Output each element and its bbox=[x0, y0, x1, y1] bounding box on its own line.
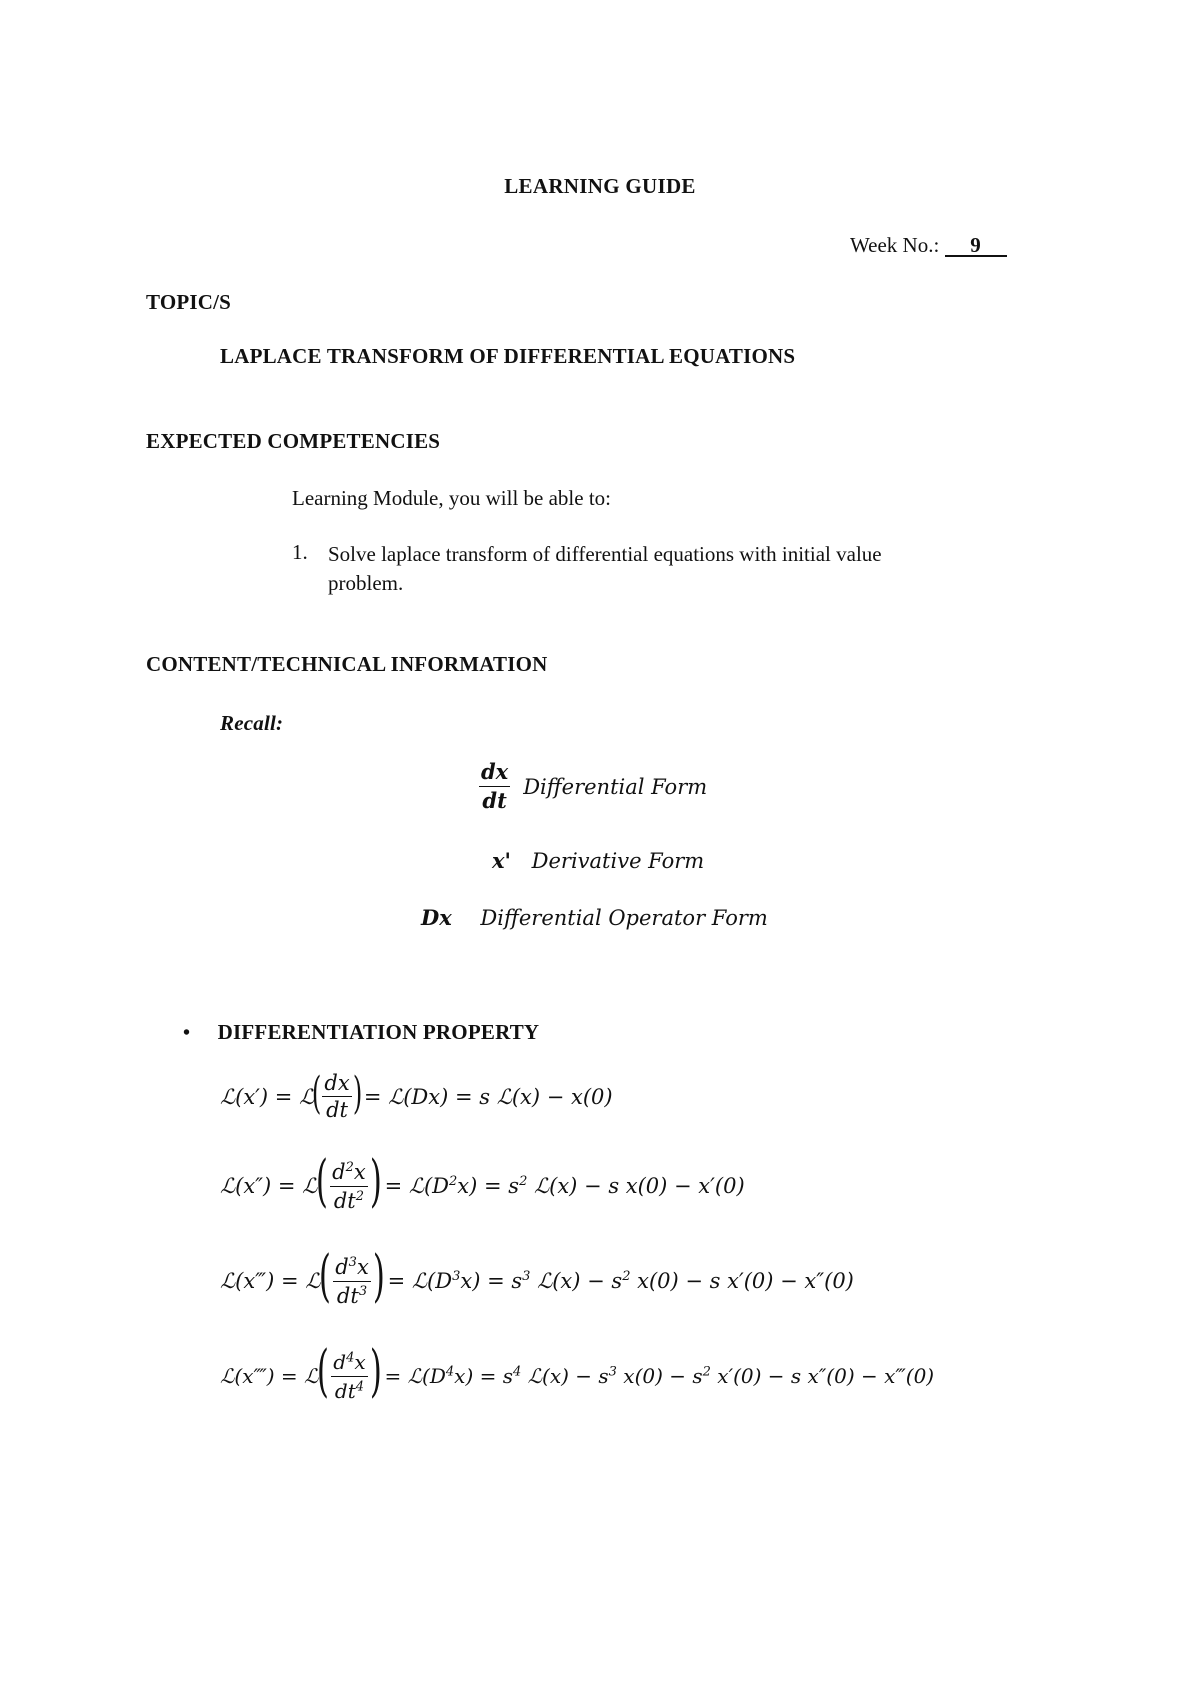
eq2-denominator: $dt^2$ bbox=[333, 1188, 365, 1213]
differential-form-label: Differential Form bbox=[523, 774, 708, 799]
competencies-intro: Learning Module, you will be able to: bbox=[292, 486, 612, 510]
fraction-numerator: dx bbox=[479, 760, 510, 787]
competency-number: 1. bbox=[292, 540, 308, 564]
operator-symbol: Dx bbox=[421, 905, 452, 930]
left-paren: ( bbox=[319, 1244, 332, 1309]
operator-form-label: Differential Operator Form bbox=[480, 906, 768, 930]
week-label: Week No.: bbox=[850, 233, 940, 257]
differential-form bbox=[476, 760, 707, 813]
eq4-fraction bbox=[331, 1350, 367, 1403]
right-paren: ) bbox=[369, 1149, 382, 1214]
eq4-rhs: = $ℒ(D^4x) = s^4$ ℒ(x) − $s^3$ $x(0) - s^2$ x′(0) − s x″(0) − x‴(0) bbox=[384, 1364, 935, 1388]
eq3-lhs: ℒ(x‴) = ℒ bbox=[220, 1269, 321, 1293]
left-paren: ( bbox=[317, 1339, 330, 1404]
equation-first-derivative bbox=[220, 1067, 613, 1122]
topics-heading: TOPIC/S bbox=[146, 290, 232, 314]
bullet-icon: • bbox=[183, 1022, 191, 1044]
left-paren: ( bbox=[312, 1067, 322, 1119]
competency-line-1: Solve laplace transform of differential equations with initial value bbox=[328, 542, 882, 566]
content-heading: CONTENT/TECHNICAL INFORMATION bbox=[146, 652, 548, 676]
week-value: 9 bbox=[945, 235, 1007, 257]
property-heading-row bbox=[183, 1020, 539, 1045]
equation-fourth-derivative bbox=[220, 1339, 935, 1404]
eq2-rhs: = $ℒ(D^2x) = s^2$ ℒ(x) − s x(0) − x′(0) bbox=[384, 1174, 745, 1198]
eq1-denominator: dt bbox=[326, 1098, 348, 1122]
eq3-denominator: $dt^3$ bbox=[336, 1283, 368, 1308]
eq4-lhs: ℒ(x⁗) = ℒ bbox=[220, 1364, 319, 1388]
eq2-fraction bbox=[330, 1160, 368, 1213]
topic-item: LAPLACE TRANSFORM OF DIFFERENTIAL EQUATIONS bbox=[220, 344, 796, 368]
derivative-form-label: Derivative Form bbox=[531, 849, 705, 873]
eq3-fraction bbox=[333, 1255, 371, 1308]
week-number bbox=[850, 233, 1007, 258]
right-paren: ) bbox=[372, 1244, 385, 1309]
competencies-heading: EXPECTED COMPETENCIES bbox=[146, 429, 441, 453]
eq1-fraction bbox=[322, 1072, 351, 1121]
property-heading: DIFFERENTIATION PROPERTY bbox=[217, 1020, 540, 1044]
eq3-rhs: = $ℒ(D^3x) = s^3$ ℒ(x) − $s^2$ x(0) − s x′(0) − x″(0) bbox=[387, 1269, 854, 1293]
eq1-lhs: ℒ(x′) = ℒ bbox=[220, 1084, 315, 1109]
right-paren: ) bbox=[352, 1067, 362, 1119]
eq2-lhs: ℒ(x″) = ℒ bbox=[220, 1174, 318, 1198]
document-title: LEARNING GUIDE bbox=[504, 174, 696, 198]
eq3-numerator: $d^3x$ bbox=[333, 1255, 371, 1282]
eq1-numerator: dx bbox=[324, 1071, 350, 1095]
equation-third-derivative bbox=[220, 1244, 854, 1309]
fraction-denominator: dt bbox=[482, 788, 507, 813]
eq1-rhs: = ℒ(Dx) = s ℒ(x) − x(0) bbox=[363, 1084, 613, 1109]
operator-form bbox=[421, 905, 768, 930]
derivative-form bbox=[492, 848, 704, 873]
recall-label: Recall: bbox=[220, 711, 284, 735]
competency-line-2: problem. bbox=[328, 571, 404, 595]
right-paren: ) bbox=[369, 1339, 382, 1404]
left-paren: ( bbox=[316, 1149, 329, 1214]
derivative-symbol: x' bbox=[492, 848, 511, 873]
eq2-numerator: $d^2x$ bbox=[330, 1160, 368, 1187]
equation-second-derivative bbox=[220, 1149, 745, 1214]
competency-text bbox=[328, 540, 882, 598]
eq4-numerator: $d^4x$ bbox=[331, 1350, 367, 1377]
dx-dt-fraction bbox=[479, 760, 510, 813]
eq4-denominator: $dt^4$ bbox=[334, 1378, 365, 1403]
competency-item bbox=[292, 540, 308, 565]
